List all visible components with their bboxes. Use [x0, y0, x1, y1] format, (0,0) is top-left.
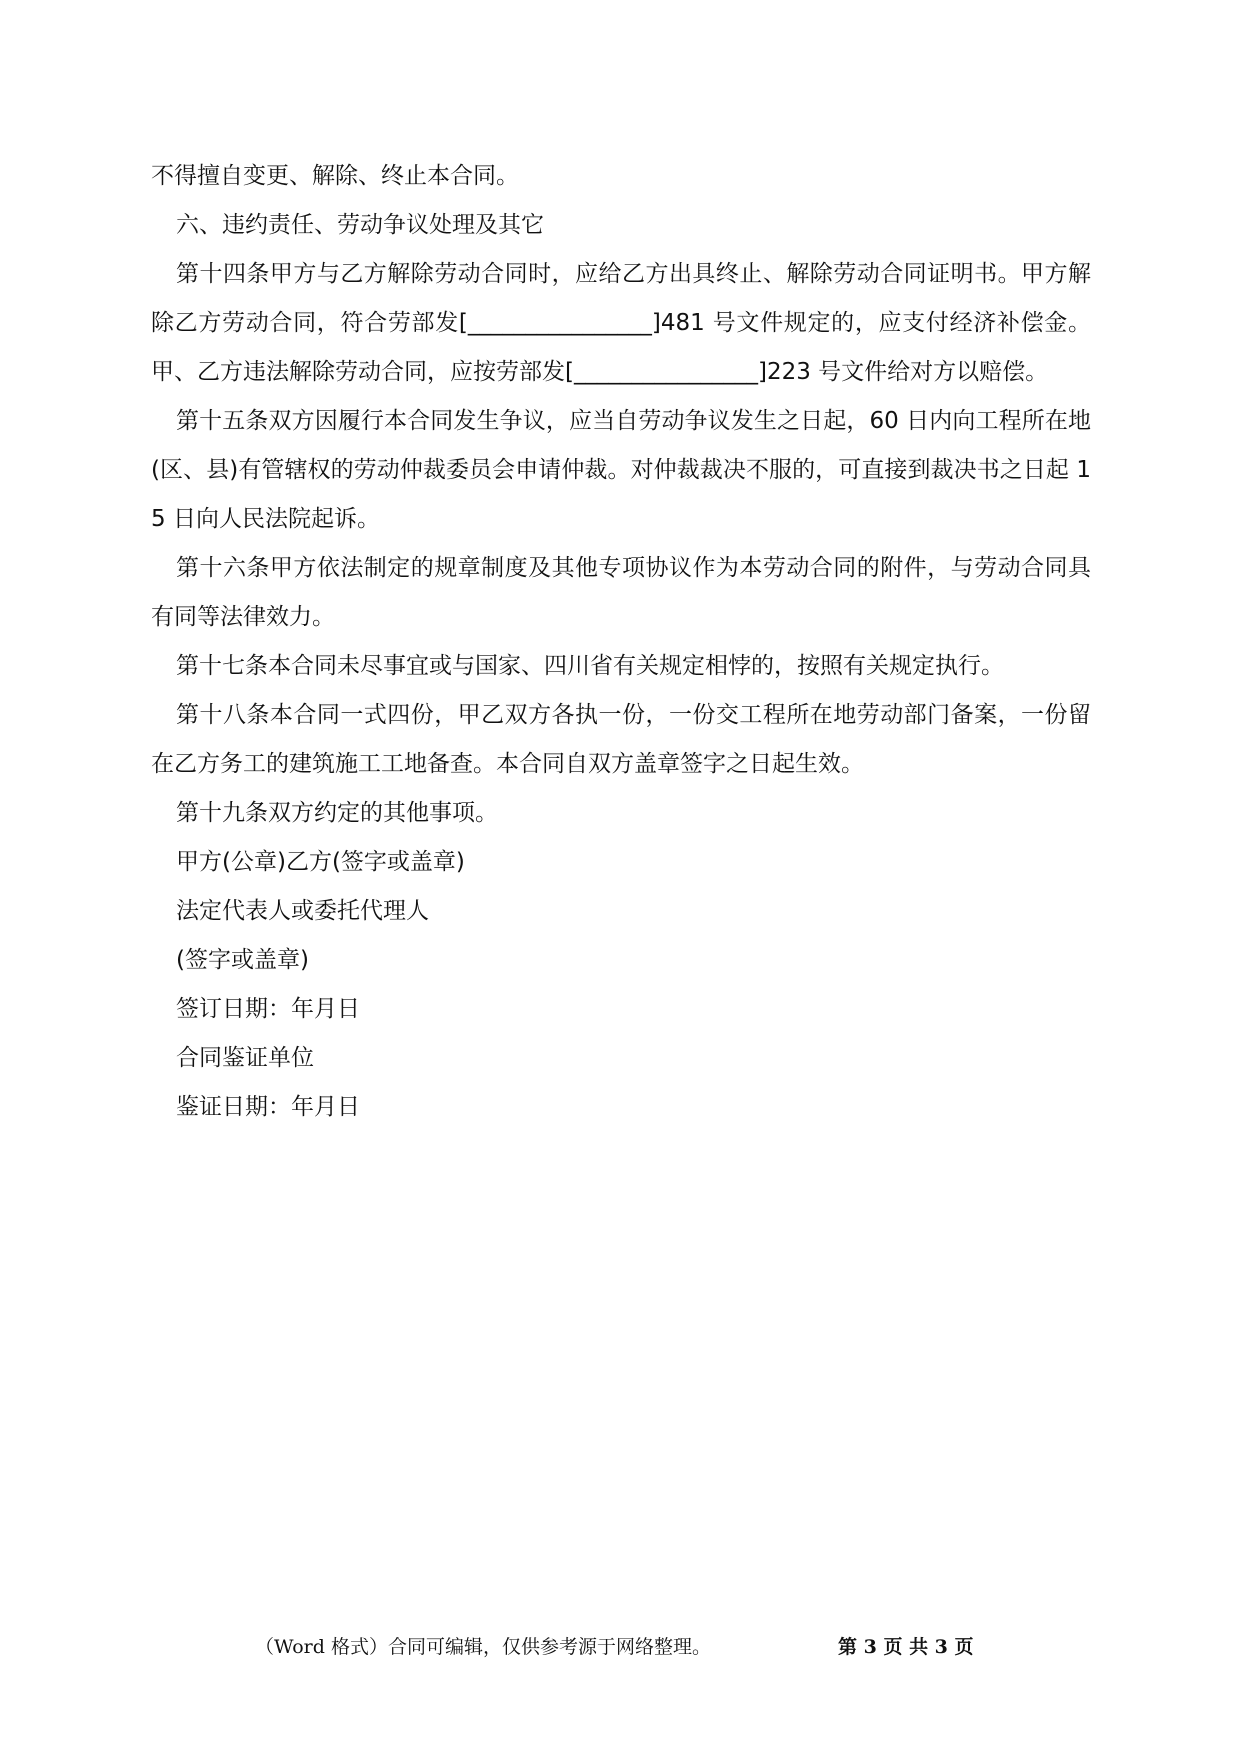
document-body [151, 152, 1091, 1132]
article-14: 第十四条甲方与乙方解除劳动合同时，应给乙方出具终止、解除劳动合同证明书。甲方解除乙方劳动合同，符合劳部发[________________]481 号文件规定的，应支付经济补偿金。甲、乙方违法解除劳动合同，应按劳部发[________________]223 号文件给对方以赔偿。 [151, 261, 1091, 385]
article-17: 第十七条本合同未尽事宜或与国家、四川省有关规定相悖的，按照有关规定执行。 [176, 653, 1004, 679]
signing-date-line: 签订日期：年月日 [176, 996, 360, 1022]
legal-representative-line: 法定代表人或委托代理人 [176, 898, 429, 924]
paragraph-continuation: 不得擅自变更、解除、终止本合同。 [151, 163, 519, 189]
verification-unit-line: 合同鉴证单位 [176, 1045, 314, 1071]
page-number: 第 3 页 共 3 页 [838, 1636, 974, 1658]
article-18: 第十八条本合同一式四份，甲乙双方各执一份，一份交工程所在地劳动部门备案，一份留在乙方务工的建筑施工工地备查。本合同自双方盖章签字之日起生效。 [151, 702, 1091, 777]
footer-note: （Word 格式）合同可编辑，仅供参考源于网络整理。 [255, 1636, 711, 1658]
article-15: 第十五条双方因履行本合同发生争议，应当自劳动争议发生之日起，60 日内向工程所在地(区、县)有管辖权的劳动仲裁委员会申请仲裁。对仲裁裁决不服的，可直接到裁决书之日起 15 日向人民法院起诉。 [151, 408, 1091, 532]
page-footer [0, 1632, 1241, 1662]
article-16: 第十六条甲方依法制定的规章制度及其他专项协议作为本劳动合同的附件，与劳动合同具有同等法律效力。 [151, 555, 1091, 630]
signature-note-line: (签字或盖章) [176, 947, 309, 973]
section-heading-6: 六、违约责任、劳动争议处理及其它 [176, 212, 544, 238]
article-19: 第十九条双方约定的其他事项。 [176, 800, 498, 826]
verification-date-line: 鉴证日期：年月日 [176, 1094, 360, 1120]
signature-party-line: 甲方(公章)乙方(签字或盖章) [176, 849, 465, 875]
